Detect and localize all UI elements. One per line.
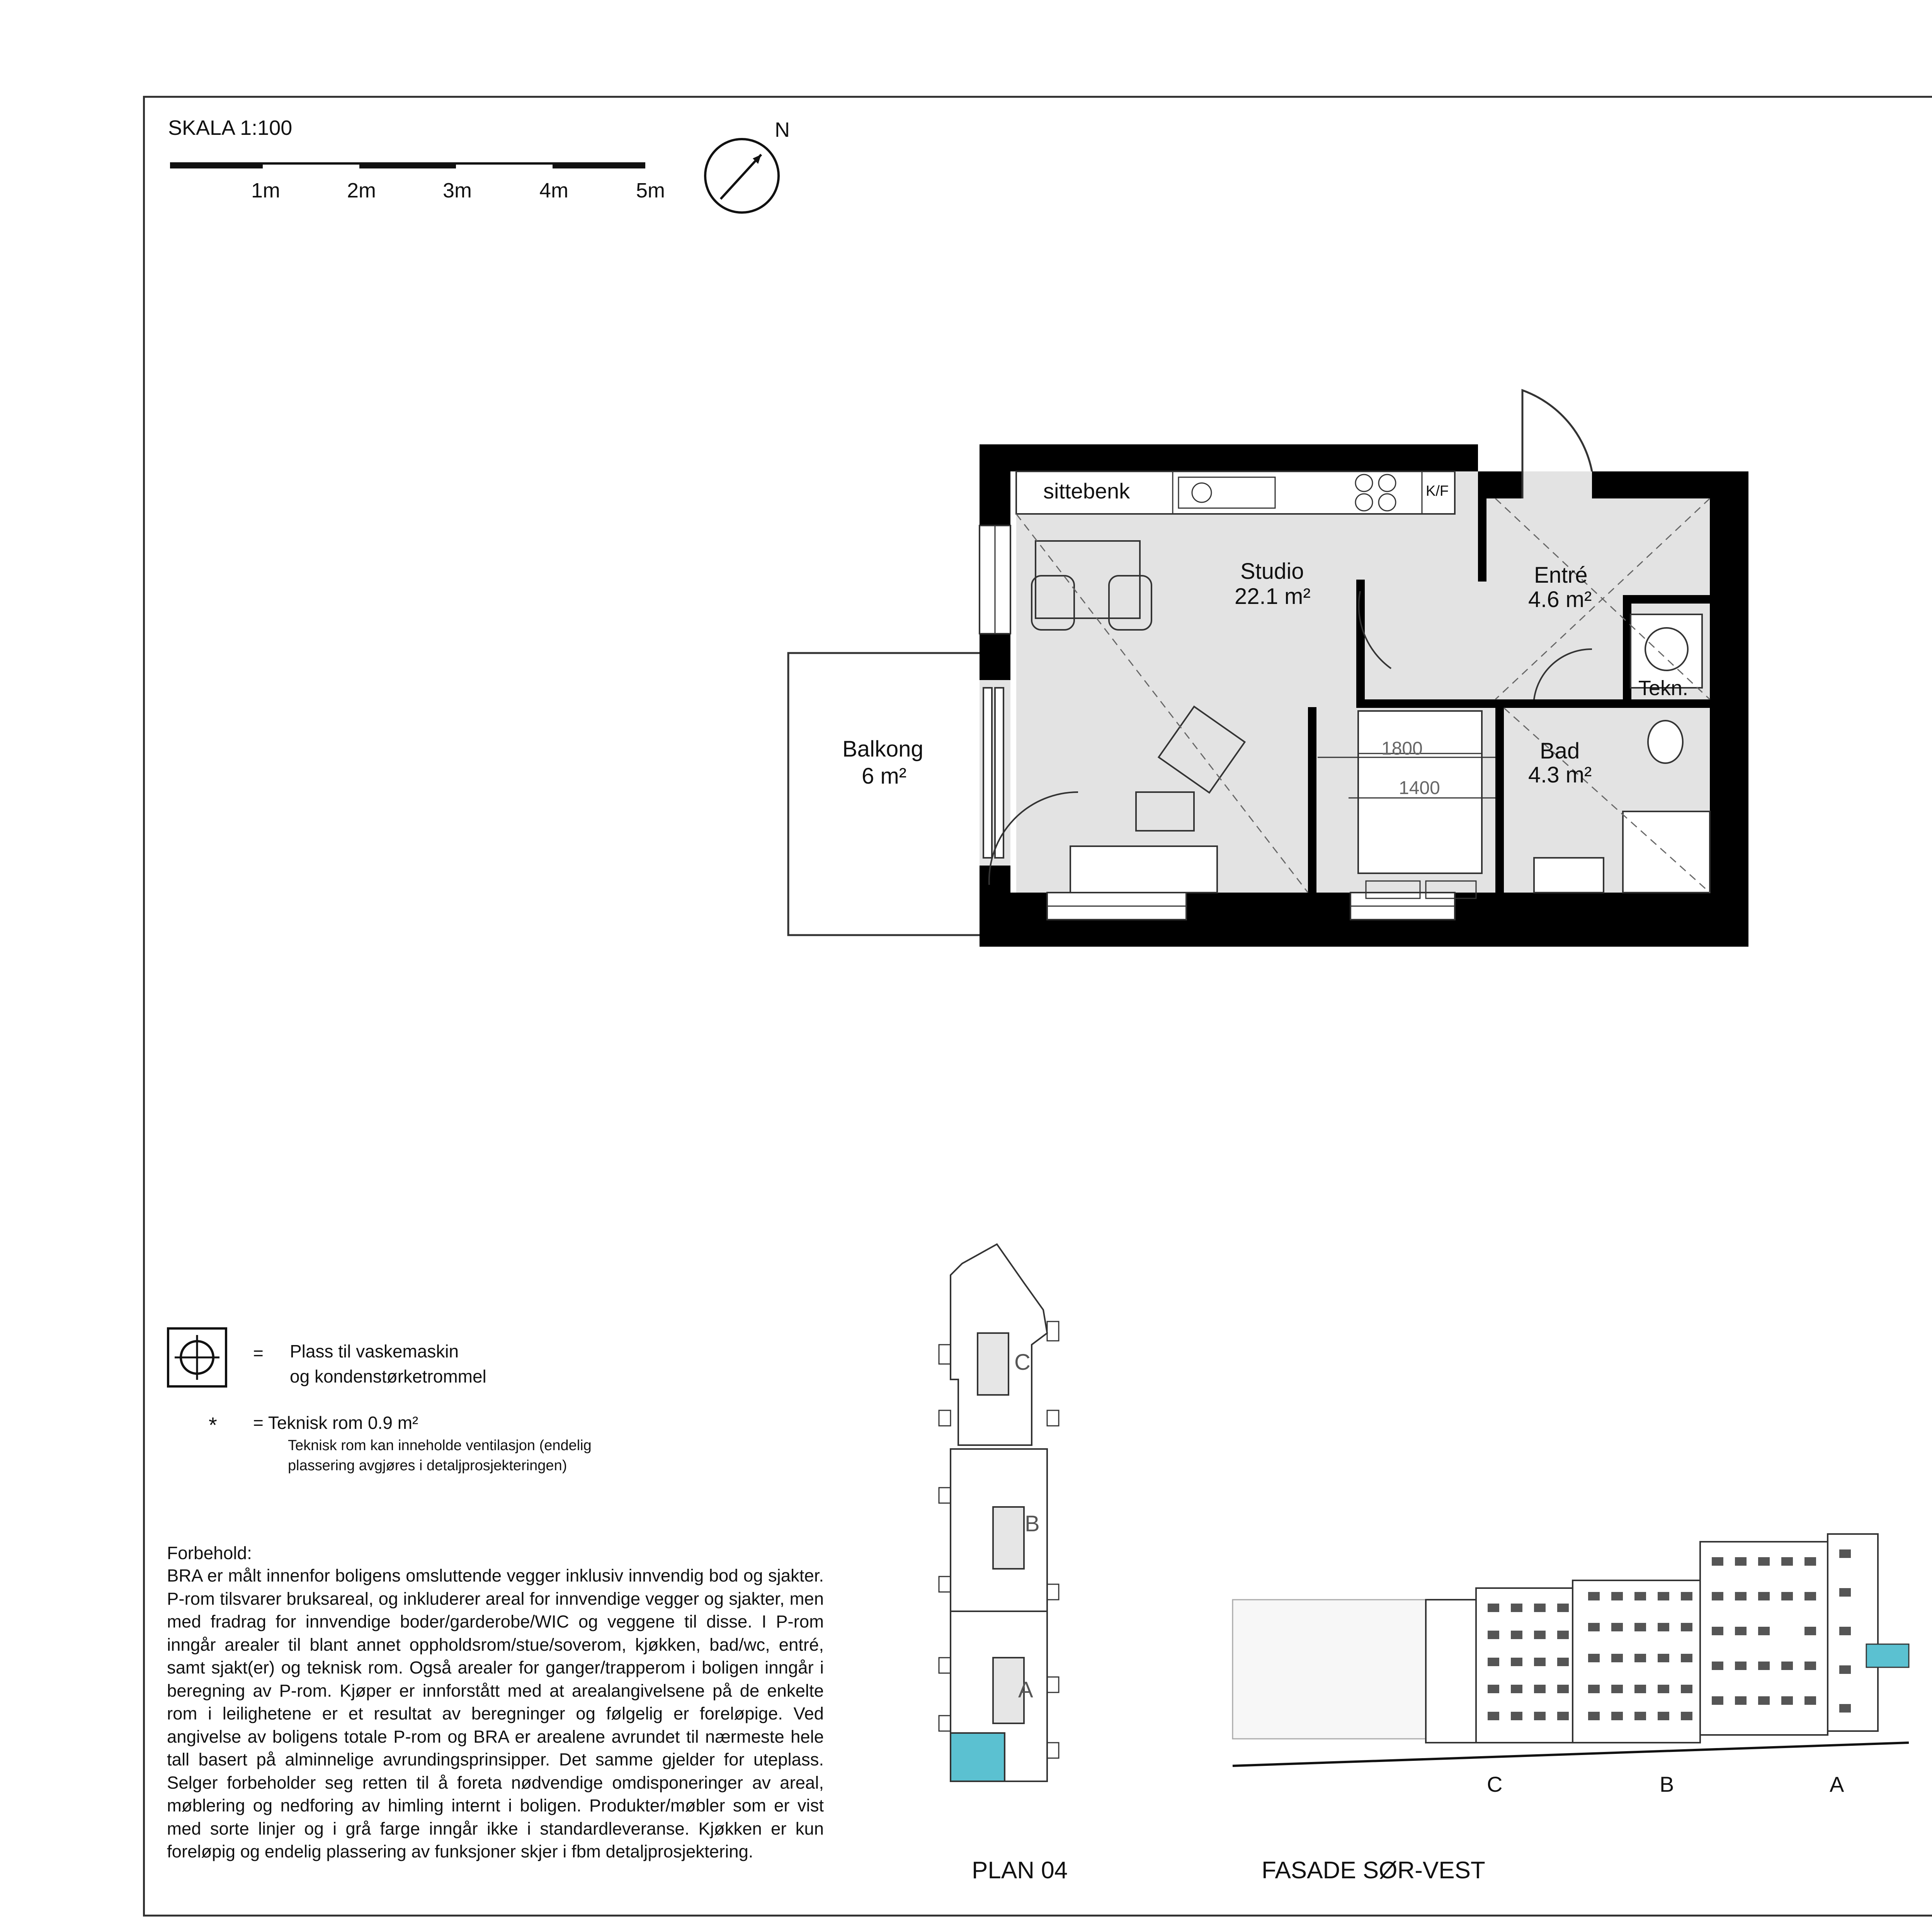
scale-tick-1m: 1m xyxy=(251,179,281,202)
scale-tick-2m: 2m xyxy=(347,179,376,202)
room-studio-name: Studio xyxy=(1240,559,1304,584)
room-bad-area: 4.3 m² xyxy=(1528,762,1592,787)
facade-label-a: A xyxy=(1830,1772,1844,1796)
room-balkong-area: 6 m² xyxy=(862,764,906,789)
plan-key-label-b: B xyxy=(1025,1511,1040,1536)
plan-caption: PLAN 04 xyxy=(972,1857,1068,1884)
floor-plan xyxy=(784,383,1750,962)
facade-label-c: C xyxy=(1487,1772,1503,1796)
scale-tick-4m: 4m xyxy=(539,179,569,202)
legend-asterisk: * xyxy=(209,1413,217,1437)
label-sittebenk: sittebenk xyxy=(1043,479,1130,503)
scale-tick-3m: 3m xyxy=(443,179,472,202)
scale-bar xyxy=(170,158,672,174)
room-tekn: Tekn. xyxy=(1638,677,1689,700)
north-label: N xyxy=(775,118,790,141)
room-bad-name: Bad xyxy=(1540,738,1580,764)
legend-tekn-text-1: = Teknisk rom 0.9 m² xyxy=(253,1413,418,1433)
north-arrow-icon xyxy=(703,131,788,216)
plan-key-drawing xyxy=(935,1217,1136,1797)
label-kf: K/F xyxy=(1426,483,1449,499)
dimension-1800: 1800 xyxy=(1381,738,1423,759)
washer-dryer-icon xyxy=(167,1327,229,1389)
facade-unit-highlight xyxy=(1866,1644,1909,1667)
legend-tekn-text-2: Teknisk rom kan inneholde ventilasjon (endelig xyxy=(288,1437,592,1454)
legend-tekn-text-3: plassering avgjøres i detaljprosjekteringen) xyxy=(288,1458,567,1474)
facade-caption: FASADE SØR-VEST xyxy=(1262,1857,1485,1884)
room-entre-name: Entré xyxy=(1534,563,1588,588)
room-balkong-name: Balkong xyxy=(842,736,923,762)
legend-washer-text-1: Plass til vaskemaskin xyxy=(290,1341,459,1361)
disclaimer-body: BRA er målt innenfor boligens omsluttende vegger inklusiv innvendig bod og sjakter. P-rom tilsvarer bruksareal, og inkluderer areal for innvendige vegger og sjakter, men med fradrag for innvendige boder/garderobe/WIC og veggene til disse. I P-rom inngår arealer til blant annet oppholdsrom/stue/soverom, kjøkken, bad/wc, entré, samt sjakt(er) og teknisk rom. Også arealer for ganger/trapperom i boligen inngår i beregning av P-rom. Kjøper er innforstått med at arealangivelsene på de enkelte rom i leilighetene er et resultat av beregninger og følgelig er foreløpige. Ved angivelse av boligens totale P-rom og BRA er arealene avrundet til nærmeste hele tall basert på alminnelige avrundingsprinsipper. Det samme gjelder for uteplass. Selger forbeholder seg retten til å foreta nødvendige omdisponeringer av areal, møblering og nedforing av himling internt i boligen. Produkter/møbler som er vist med sorte linjer og i grå farge inngår ikke i standardleveranse. Kjøkken er kun foreløpig og endelig plassering av funksjoner skjer i fbm detaljprosjektering. xyxy=(167,1566,824,1861)
disclaimer-heading: Forbehold: xyxy=(167,1543,252,1563)
scale-label: SKALA 1:100 xyxy=(168,116,293,139)
scale-tick-5m: 5m xyxy=(636,179,665,202)
room-entre-area: 4.6 m² xyxy=(1528,587,1592,612)
room-studio-area: 22.1 m² xyxy=(1235,584,1311,609)
disclaimer xyxy=(167,1542,824,1863)
legend-equals: = xyxy=(253,1343,264,1363)
facade-drawing xyxy=(1233,1534,1932,1781)
legend-washer-text-2: og kondenstørketrommel xyxy=(290,1366,486,1386)
plan-key-label-a: A xyxy=(1018,1677,1033,1702)
dimension-1400: 1400 xyxy=(1399,778,1440,798)
facade-label-b: B xyxy=(1660,1772,1674,1796)
plan-key-label-c: C xyxy=(1014,1350,1031,1375)
